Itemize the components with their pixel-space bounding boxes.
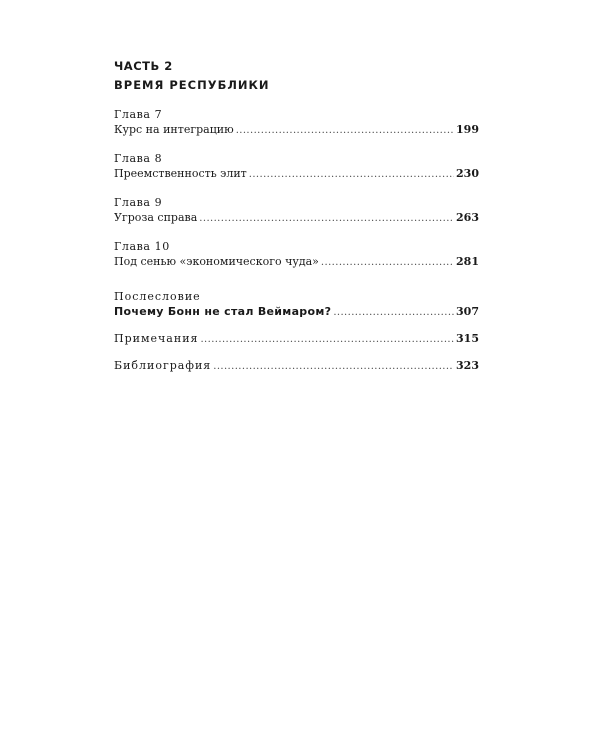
entry-title: Примечания — [114, 332, 199, 345]
entry-page-number: 315 — [456, 332, 479, 345]
dot-leader — [249, 167, 454, 182]
toc-entry-chapter-7[interactable] — [114, 122, 479, 137]
part-number: ЧАСТЬ 2 — [114, 59, 173, 73]
dot-leader — [321, 255, 454, 270]
part-title: ВРЕМЯ РЕСПУБЛИКИ — [114, 78, 270, 92]
toc-entry-notes[interactable] — [114, 331, 479, 346]
entry-page-number: 199 — [456, 123, 479, 136]
toc-entry-chapter-8[interactable] — [114, 166, 479, 181]
toc-entry-chapter-9[interactable] — [114, 210, 479, 225]
toc-entry-afterword[interactable] — [114, 304, 479, 319]
table-of-contents — [114, 58, 479, 373]
toc-entry-chapter-10[interactable] — [114, 254, 479, 269]
chapter-label: Глава 10 — [114, 240, 170, 253]
entry-page-number: 263 — [456, 211, 479, 224]
dot-leader — [236, 123, 454, 138]
afterword-label: Послесловие — [114, 290, 201, 303]
entry-title: Библиография — [114, 359, 212, 372]
dot-leader — [213, 359, 454, 374]
dot-leader — [199, 211, 454, 226]
entry-page-number: 323 — [456, 359, 479, 372]
entry-page-number: 230 — [456, 167, 479, 180]
chapter-label: Глава 9 — [114, 196, 163, 209]
entry-title: Преемственность элит — [114, 167, 247, 180]
entry-title: Курс на интеграцию — [114, 123, 234, 136]
entry-title: Почему Бонн не стал Веймаром? — [114, 305, 332, 318]
entry-page-number: 281 — [456, 255, 479, 268]
chapter-label: Глава 7 — [114, 108, 163, 121]
entry-title: Под сенью «экономического чуда» — [114, 255, 319, 268]
toc-entry-bibliography[interactable] — [114, 358, 479, 373]
dot-leader — [200, 332, 454, 347]
entry-title: Угроза справа — [114, 211, 198, 224]
chapter-label: Глава 8 — [114, 152, 163, 165]
entry-page-number: 307 — [456, 305, 479, 318]
dot-leader — [333, 305, 454, 320]
